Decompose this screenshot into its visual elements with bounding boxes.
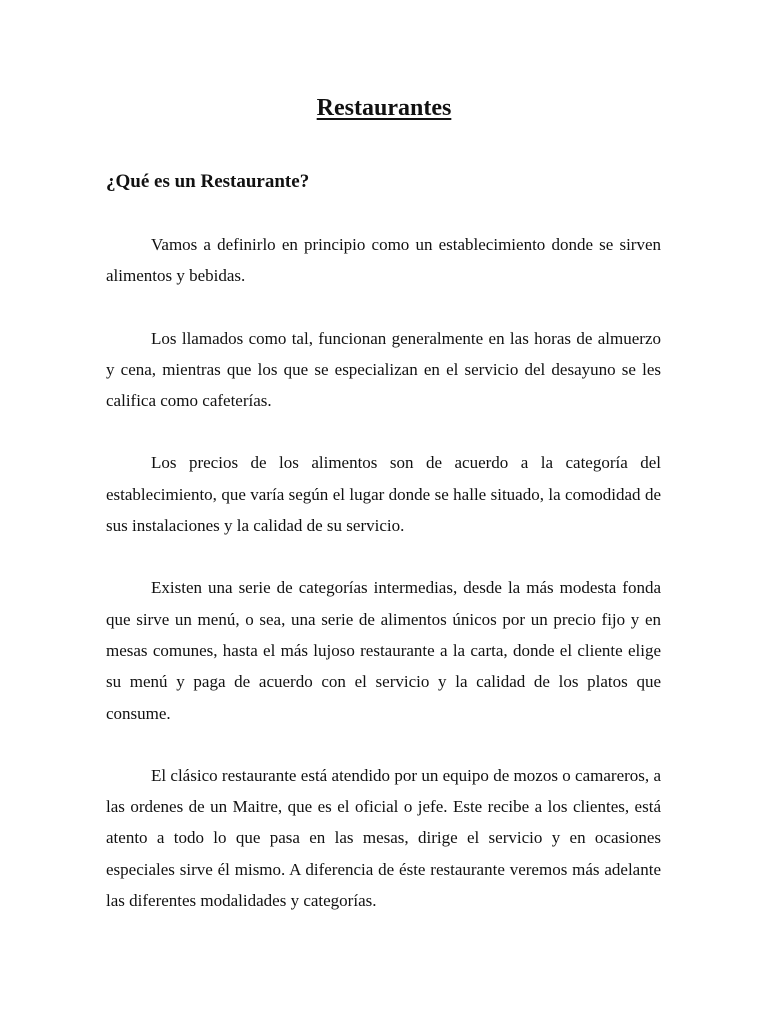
paragraph: Existen una serie de categorías intermedias, desde la más modesta fonda que sirve un menú, o sea, una serie de alimentos únicos por un precio fijo y en mesas comunes, hasta el más lujoso restaurante a la carta, donde el cliente elige su menú y paga de acuerdo con el servicio y la calidad de los platos que consume. bbox=[106, 578, 661, 723]
paragraph: Los precios de los alimentos son de acuerdo a la categoría del establecimiento, que varía según el lugar donde se halle situado, la comodidad de sus instalaciones y la calidad de su servicio. bbox=[106, 453, 661, 536]
paragraph: Los llamados como tal, funcionan generalmente en las horas de almuerzo y cena, mientras que los que se especializan en el servicio del desayuno se les califica como cafeterías. bbox=[106, 328, 661, 411]
body-text bbox=[106, 229, 661, 947]
page-title: Restaurantes bbox=[316, 95, 452, 121]
section-heading: ¿Qué es un Restaurante? bbox=[106, 171, 310, 192]
paragraph: El clásico restaurante está atendido por un equipo de mozos o camareros, a las ordenes de un Maitre, que es el oficial o jefe. Este recibe a los clientes, está atento a todo lo que pasa en las mesas, dirige el servicio y en ocasiones especiales sirve él mismo. A diferencia de éste restaurante veremos más adelante las diferentes modalidades y categorías. bbox=[106, 765, 661, 911]
paragraph: Vamos a definirlo en principio como un establecimiento donde se sirven alimentos y bebidas. bbox=[106, 235, 661, 286]
